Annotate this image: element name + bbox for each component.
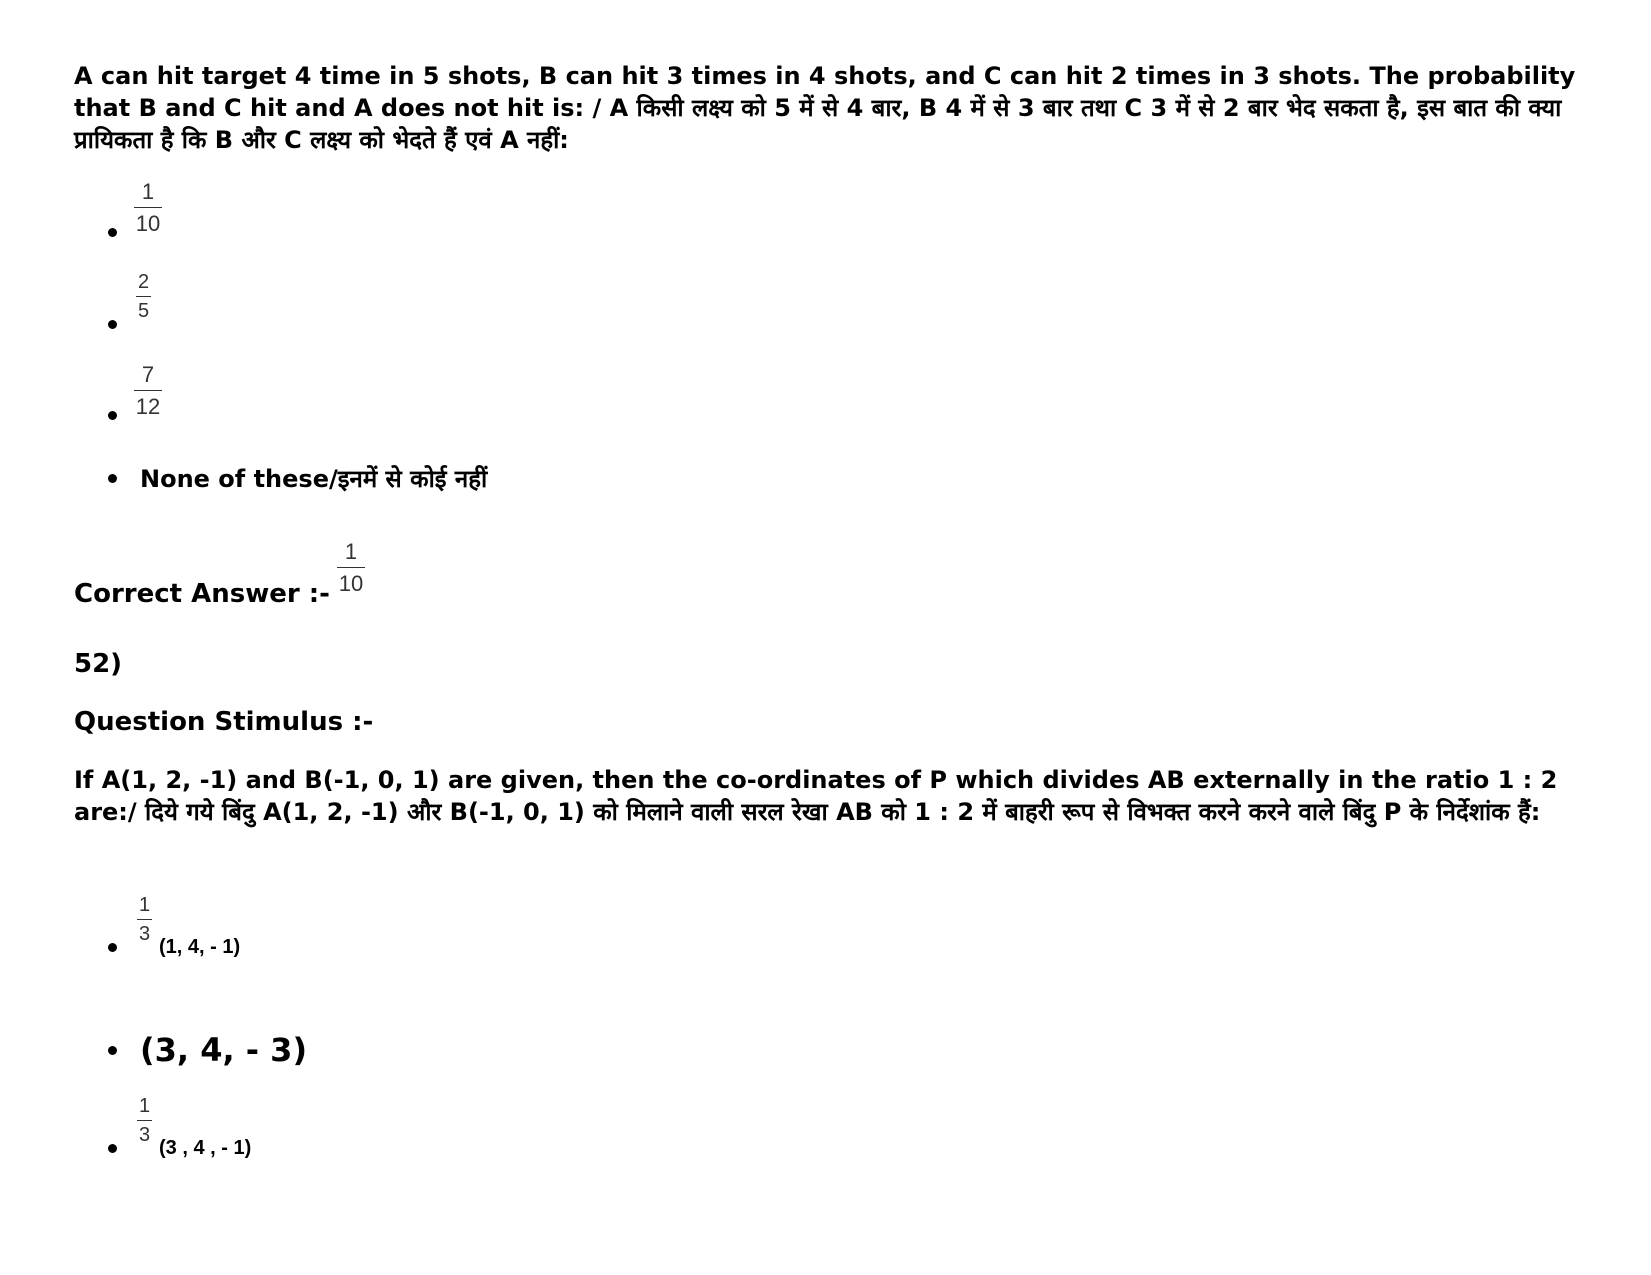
q2-option-3-fraction <box>137 1096 152 1146</box>
denominator: 5 <box>138 300 150 322</box>
numerator: 2 <box>138 271 150 293</box>
correct-answer-fraction <box>337 540 365 596</box>
q1-option-4-text: None of these/इनमें से कोई नहीं <box>140 465 488 493</box>
fraction-bar <box>136 296 151 297</box>
fraction-bar <box>134 390 162 391</box>
q1-option-3-fraction <box>134 363 162 419</box>
q1-option-1-fraction <box>134 180 162 236</box>
numerator: 7 <box>141 362 155 387</box>
option-bullet <box>108 228 117 237</box>
denominator: 12 <box>135 394 161 419</box>
option-bullet <box>108 474 117 483</box>
fraction-bar <box>137 919 152 920</box>
numerator: 1 <box>139 894 151 916</box>
denominator: 3 <box>139 923 151 945</box>
q2-option-3-coordinates: (3 , 4 , - 1) <box>159 1137 252 1159</box>
fraction-bar <box>337 567 365 568</box>
q1-option-2-fraction <box>136 272 151 322</box>
denominator: 3 <box>139 1124 151 1146</box>
numerator: 1 <box>344 539 358 564</box>
fraction-bar <box>134 207 162 208</box>
q2-option-1-coordinates: (1, 4, - 1) <box>159 936 241 958</box>
correct-answer-label: Correct Answer :- <box>74 579 330 609</box>
fraction-bar <box>137 1120 152 1121</box>
question-stimulus-label: Question Stimulus :- <box>74 707 374 737</box>
option-bullet <box>108 1046 117 1055</box>
q2-option-2-text: (3, 4, - 3) <box>140 1031 308 1069</box>
numerator: 1 <box>139 1095 151 1117</box>
question-2-text: If A(1, 2, -1) and B(-1, 0, 1) are given, then the co-ordinates of P which divides AB externally in the ratio 1 : 2 are:/ दिये गये बिंदु A(1, 2, -1) और B(-1, 0, 1) को मिलाने वाली सरल रेखा AB को 1 : 2 में बाहरी रूप से विभक्त करने करने वाले बिंदु P के निर्देशांक हैं: <box>74 766 1558 826</box>
question-1-text: A can hit target 4 time in 5 shots, B can hit 3 times in 4 shots, and C can hit 2 times in 3 shots. The probability that B and C hit and A does not hit is: / A किसी लक्ष्य को 5 में से 4 बार, B 4 में से 3 बार तथा C 3 में से 2 बार भेद सकता है, इस बात की क्या प्रायिकता है कि B और C लक्ष्य को भेदते हैं एवं A नहीं: <box>74 62 1576 154</box>
option-bullet <box>108 943 117 952</box>
option-bullet <box>108 411 117 420</box>
q2-option-1-fraction <box>137 895 152 945</box>
numerator: 1 <box>141 179 155 204</box>
question-number: 52) <box>74 649 123 679</box>
option-bullet <box>108 1144 117 1153</box>
denominator: 10 <box>338 571 364 596</box>
denominator: 10 <box>135 211 161 236</box>
option-bullet <box>108 320 117 329</box>
